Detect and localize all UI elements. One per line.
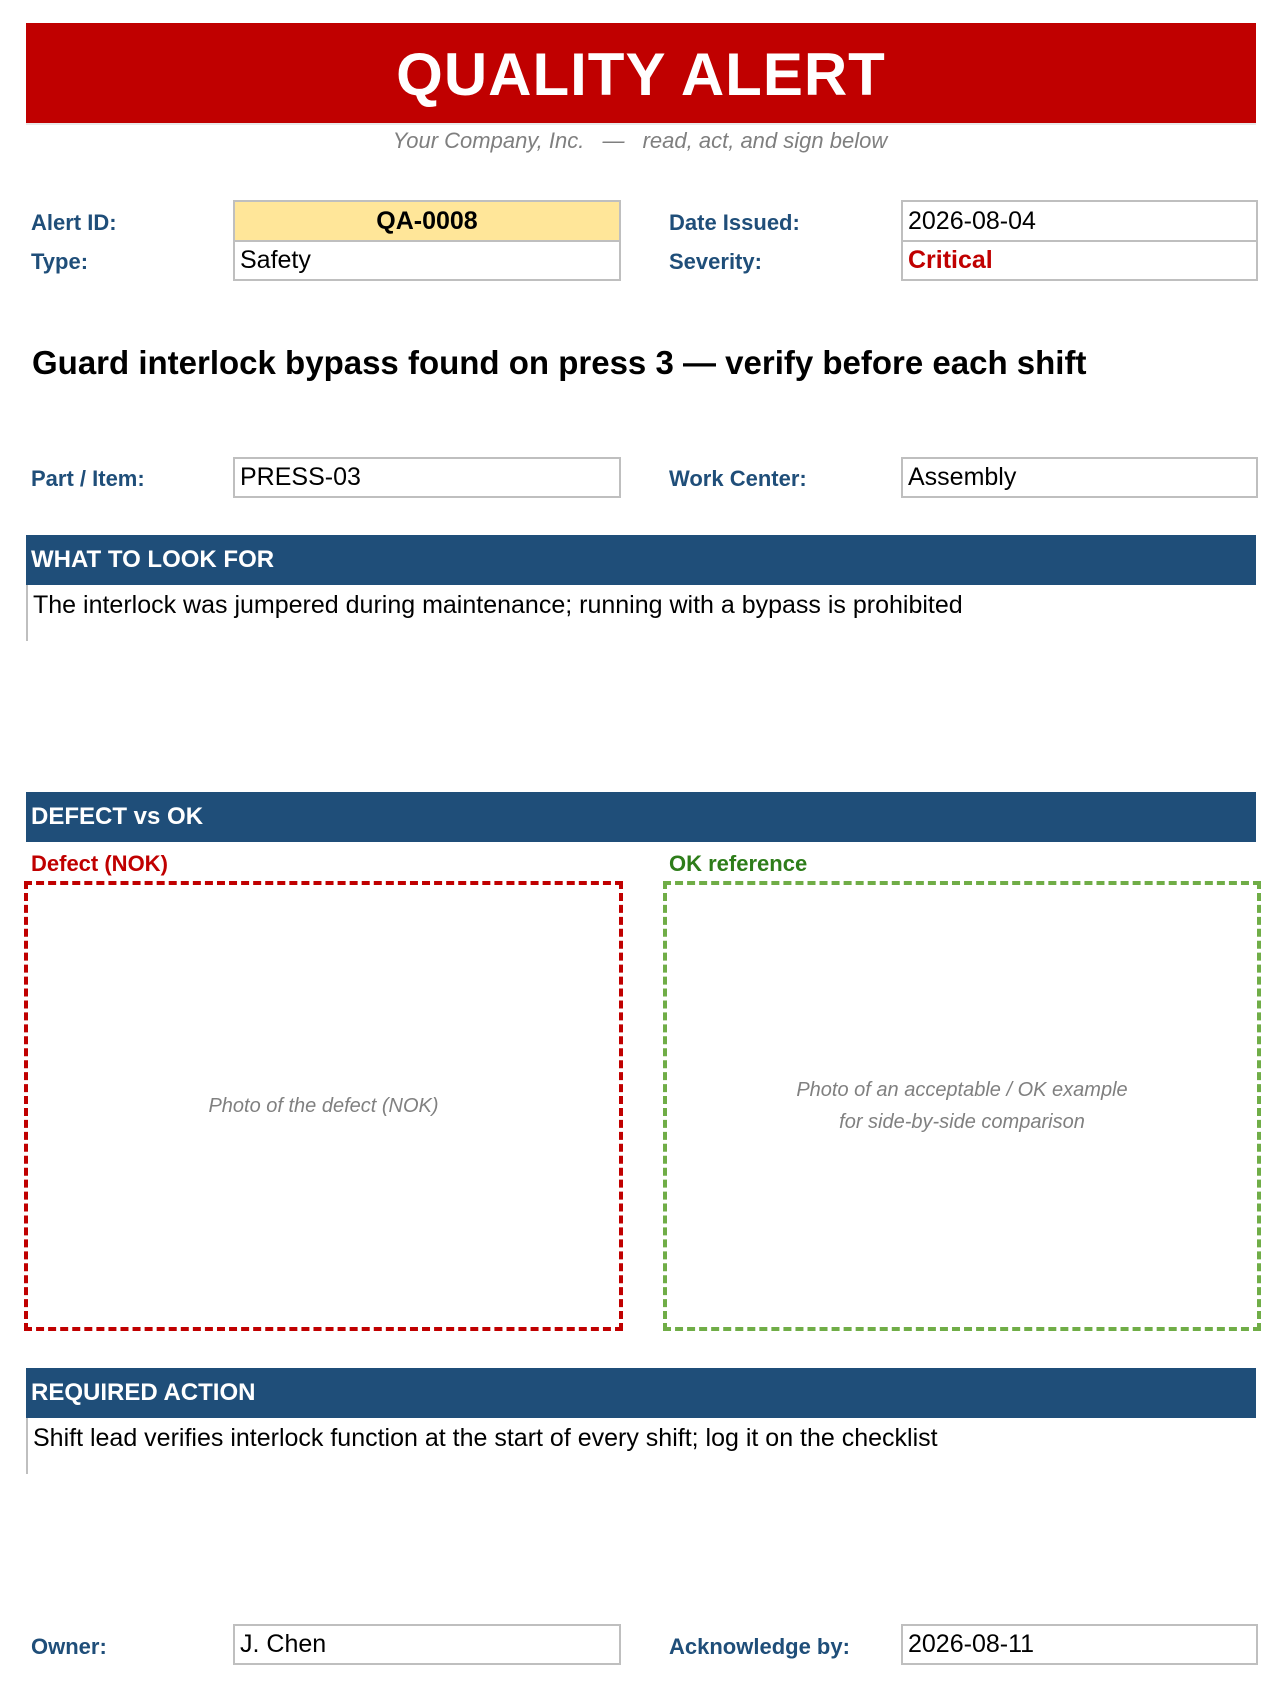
alert-id-field[interactable]: QA-0008 xyxy=(233,200,621,242)
subtitle-separator: — xyxy=(602,128,625,153)
ok-reference-label: OK reference xyxy=(669,851,808,876)
subtitle xyxy=(0,128,1280,154)
section-defect-vs-ok: DEFECT vs OK xyxy=(26,792,1256,842)
ok-caption-line-2: for side-by-side comparison xyxy=(839,1111,1085,1133)
work-center-field[interactable]: Assembly xyxy=(901,457,1258,498)
section-required-action: REQUIRED ACTION xyxy=(26,1368,1256,1418)
acknowledge-by-label: Acknowledge by: xyxy=(669,1634,850,1659)
alert-headline: Guard interlock bypass found on press 3 — verify before each shift xyxy=(32,344,1087,381)
subtitle-instruction: read, act, and sign below xyxy=(642,128,888,153)
date-issued-label: Date Issued: xyxy=(669,210,800,235)
type-field[interactable]: Safety xyxy=(233,240,621,281)
acknowledge-by-field[interactable]: 2026-08-11 xyxy=(901,1624,1258,1665)
part-item-label: Part / Item: xyxy=(31,466,145,491)
ok-caption-line-1: Photo of an acceptable / OK example xyxy=(796,1079,1128,1101)
page-title: QUALITY ALERT xyxy=(396,40,886,108)
ok-photo-placeholder[interactable] xyxy=(663,881,1261,1331)
severity-label: Severity: xyxy=(669,249,762,274)
date-issued-field[interactable]: 2026-08-04 xyxy=(901,200,1258,242)
company-name: Your Company, Inc. xyxy=(392,128,585,153)
owner-field[interactable]: J. Chen xyxy=(233,1624,621,1665)
work-center-label: Work Center: xyxy=(669,466,807,491)
defect-label: Defect (NOK) xyxy=(31,851,168,876)
alert-id-label: Alert ID: xyxy=(31,210,117,235)
defect-photo-placeholder[interactable] xyxy=(24,881,623,1331)
severity-field[interactable]: Critical xyxy=(901,240,1258,281)
owner-label: Owner: xyxy=(31,1634,107,1659)
part-item-field[interactable]: PRESS-03 xyxy=(233,457,621,498)
ok-photo-caption xyxy=(796,1074,1127,1138)
required-action-text[interactable]: Shift lead verifies interlock function at the start of every shift; log it on the checklist xyxy=(26,1418,1256,1474)
type-label: Type: xyxy=(31,249,89,274)
defect-photo-caption: Photo of the defect (NOK) xyxy=(208,1095,439,1117)
section-what-to-look-for: WHAT TO LOOK FOR xyxy=(26,535,1256,585)
look-for-text[interactable]: The interlock was jumpered during maintenance; running with a bypass is prohibited xyxy=(26,585,1256,641)
